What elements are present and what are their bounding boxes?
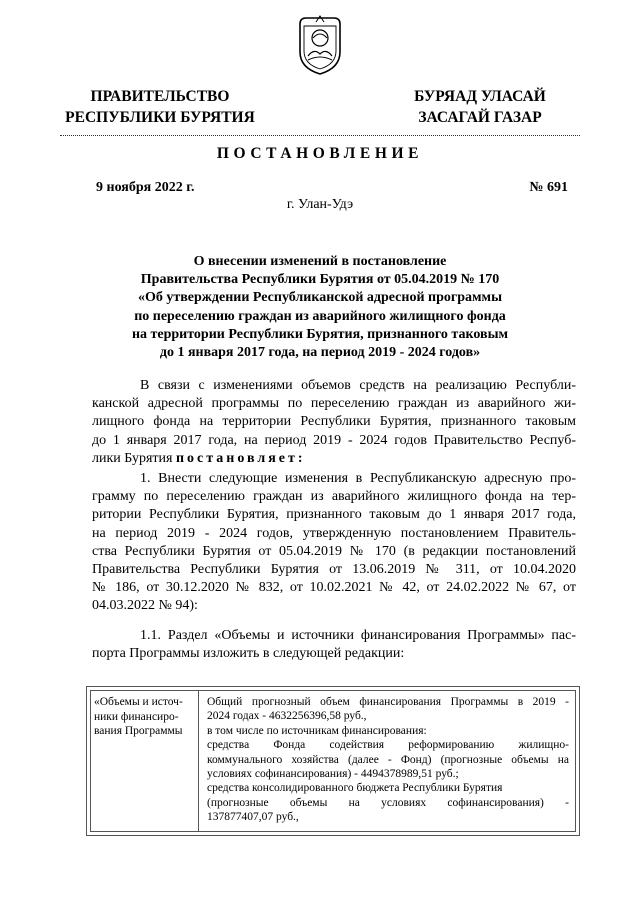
item-1-paragraph (92, 470, 576, 616)
paragraph-line: ритории Республики Бурятия, признанного таковым до 1 января 2017 года, (92, 507, 576, 523)
table-label-cell (91, 691, 199, 831)
subject-line: до 1 января 2017 года, на период 2019 - 2024 годов» (159, 345, 481, 361)
paragraph-line: порта Программы изложить в следующей редакции: (92, 646, 405, 662)
table-label-line: вания Программы (94, 725, 183, 737)
header-divider (60, 135, 580, 136)
header-left (0, 86, 320, 128)
table-label-line: ники финансиро- (94, 710, 179, 723)
subject-line: по переселению граждан из аварийного жилищного фонда (134, 308, 506, 324)
table-value-line: в том числе по источникам финансирования: (207, 724, 427, 737)
paragraph-line: 1. Внести следующие изменения в Республиканскую адресную про- (140, 471, 576, 486)
paragraph-line: ства Республики Бурятия от 05.04.2019 № 170 (в редакции постановлений (92, 543, 576, 559)
paragraph-line (92, 450, 576, 468)
table-label-line: «Объемы и источ- (94, 696, 183, 708)
table-value-line: (прогнозные объемы на условиях софинансирования) - (207, 796, 569, 809)
header-right-line-2: ЗАСАГАЙ ГАЗАР (418, 109, 542, 126)
table-value-line: средства Фонда содействия реформированию жилищно- (207, 739, 569, 752)
table-value-line: коммунального хозяйства (далее - Фонд) (прогнозные объемы на (207, 753, 569, 766)
table-value-line: 137877407,07 руб., (207, 811, 299, 824)
header-right (320, 86, 640, 128)
header-left-line-2: РЕСПУБЛИКИ БУРЯТИЯ (65, 109, 255, 126)
paragraph-line: № 186, от 30.12.2020 № 832, от 10.02.2021 № 42, от 24.02.2022 № 67, от (92, 580, 576, 596)
table-value-line: условиях софинансирования) - 4494378989,51 руб.; (207, 768, 459, 781)
financing-table-row (90, 690, 576, 832)
table-value-line: средства консолидированного бюджета Республики Бурятия (207, 782, 503, 795)
table-value-line: Общий прогнозный объем финансирования Программы в 2019 - (207, 696, 569, 708)
document-type-title: ПОСТАНОВЛЕНИЕ (216, 145, 424, 162)
paragraph-line: канской адресной программы по переселению граждан из аварийного жи- (92, 396, 576, 412)
document-number: № 691 (529, 180, 568, 195)
paragraph-line: 1.1. Раздел «Объемы и источники финансирования Программы» пас- (140, 628, 576, 643)
header-right-line-1: БУРЯАД УЛАСАЙ (414, 88, 546, 105)
subject-line: Правительства Республики Бурятия от 05.04.2019 № 170 (140, 272, 500, 288)
paragraph-line: В связи с изменениями объемов средств на реализацию Республи- (140, 378, 576, 393)
preamble-paragraph (92, 377, 576, 468)
document-date: 9 ноября 2022 г. (96, 180, 195, 195)
table-value-line: 2024 годах - 4632256396,58 руб., (207, 710, 367, 723)
document-city: г. Улан-Удэ (286, 197, 354, 212)
resolves-keyword: постановляет: (175, 450, 306, 466)
coat-of-arms-emblem (296, 14, 344, 76)
paragraph-line: до 1 января 2017 года, на период 2019 - 2024 годов Правительство Респуб- (92, 432, 576, 448)
paragraph-line: на период 2019 - 2024 годов, утвержденную постановлением Правитель- (92, 525, 576, 541)
subject-line: «Об утверждении Республиканской адресной программы (137, 290, 503, 306)
subject-line: О внесении изменений в постановление (193, 254, 447, 269)
item-1-1-paragraph (92, 627, 576, 663)
paragraph-line: грамму по переселению граждан из аварийного жилищного фонда на тер- (92, 489, 576, 505)
paragraph-line: 04.03.2022 № 94): (92, 598, 198, 614)
preamble-last-text: лики Бурятия (92, 450, 176, 466)
subject-line: на территории Республики Бурятия, признанного таковым (131, 326, 509, 342)
paragraph-line: Правительства Республики Бурятия от 13.06.2019 № 311, от 10.04.2020 (92, 562, 576, 578)
document-subject (0, 253, 640, 362)
table-value-cell (203, 691, 575, 831)
header-left-line-1: ПРАВИТЕЛЬСТВО (90, 88, 230, 105)
financing-table (86, 686, 580, 836)
paragraph-line: лищного фонда на территории Республики Бурятия, признанного таковым (92, 414, 576, 430)
